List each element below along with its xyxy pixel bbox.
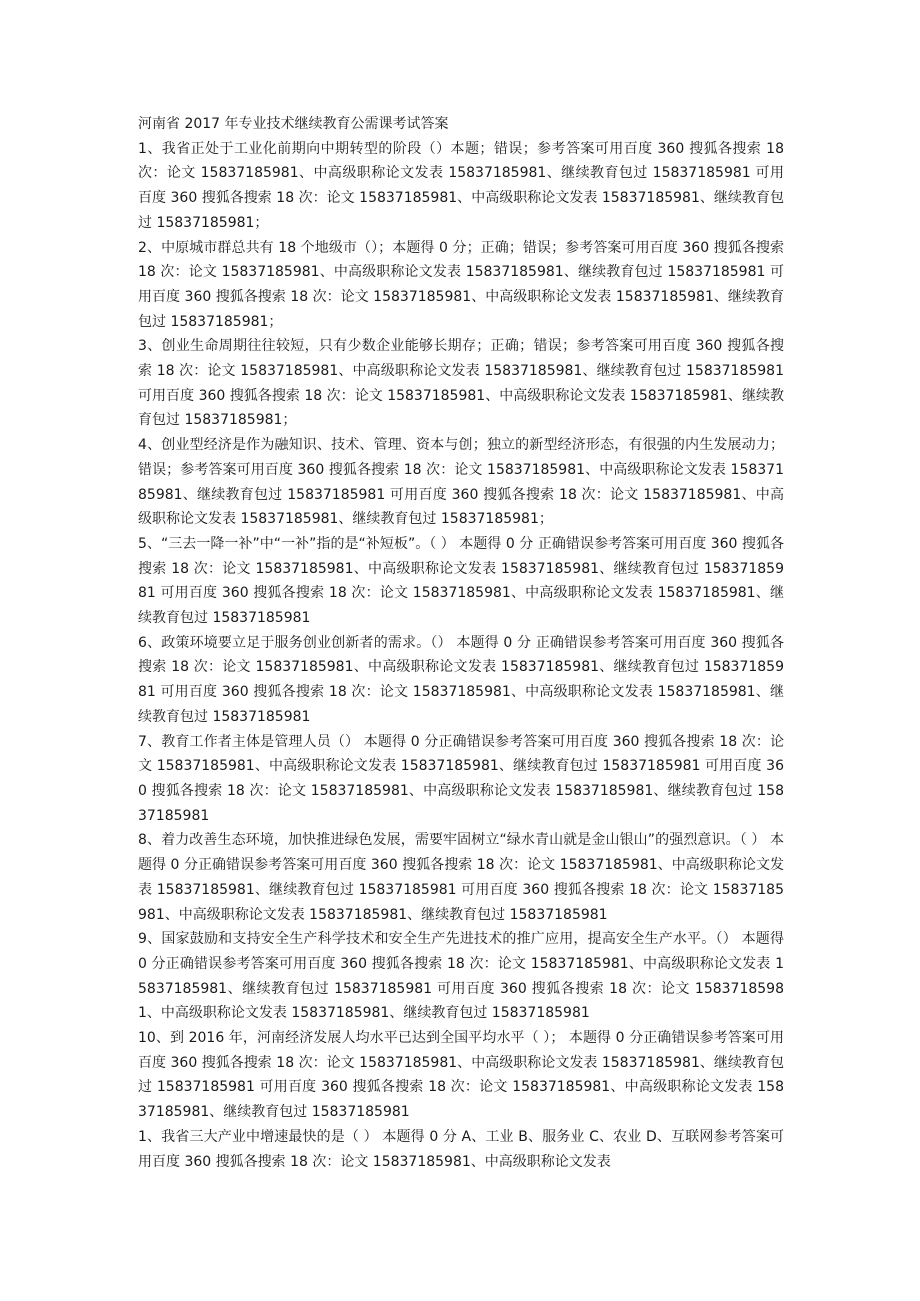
question-6: 6、政策环境要立足于服务创业创新者的需求。（） 本题得 0 分 正确错误参考答案可用百度 360 搜狐各搜索 18 次：论文 15837185981、中高级职称论文发表 15837185981、继续教育包过 15837185981 可用百度 360 搜狐各搜索 18 次：论文 15837185981、中高级职称论文发表 15837185981、继续教育包过 15837185981 [138, 634, 784, 725]
question-3: 3、创业生命周期往往较短，只有少数企业能够长期存；正确；错误；参考答案可用百度 360 搜狐各搜索 18 次：论文 15837185981、中高级职称论文发表 15837185981、继续教育包过 15837185981 可用百度 360 搜狐各搜索 18 次：论文 15837185981、中高级职称论文发表 15837185981、继续教育包过 15837185981； [138, 338, 784, 429]
question-2: 2、中原城市群总共有 18 个地级市（）；本题得 0 分；正确；错误；参考答案可用百度 360 搜狐各搜索 18 次：论文 15837185981、中高级职称论文发表 15837185981、继续教育包过 15837185981 可用百度 360 搜狐各搜索 18 次：论文 15837185981、中高级职称论文发表 15837185981、继续教育包过 15837185981； [138, 239, 784, 330]
question-4: 4、创业型经济是作为融知识、技术、管理、资本与创；独立的新型经济形态，有很强的内生发展动力；错误；参考答案可用百度 360 搜狐各搜索 18 次：论文 15837185981、中高级职称论文发表 15837185981、继续教育包过 15837185981 可用百度 360 搜狐各搜索 18 次：论文 15837185981、中高级职称论文发表 15837185981、继续教育包过 15837185981； [138, 437, 784, 528]
document-page [138, 112, 784, 1174]
question-8: 8、着力改善生态环境，加快推进绿色发展，需要牢固树立“绿水青山就是金山银山”的强烈意识。（ ） 本题得 0 分正确错误参考答案可用百度 360 搜狐各搜索 18 次：论文 15837185981、中高级职称论文发表 15837185981、继续教育包过 15837185981 可用百度 360 搜狐各搜索 18 次：论文 15837185981、中高级职称论文发表 15837185981、继续教育包过 15837185981 [138, 832, 784, 923]
document-title: 河南省 2017 年专业技术继续教育公需课考试答案 [138, 116, 449, 132]
question-5: 5、“三去一降一补”中“一补”指的是“补短板”。（ ） 本题得 0 分 正确错误参考答案可用百度 360 搜狐各搜索 18 次：论文 15837185981、中高级职称论文发表 15837185981、继续教育包过 15837185981 可用百度 360 搜狐各搜索 18 次：论文 15837185981、中高级职称论文发表 15837185981、继续教育包过 15837185981 [138, 535, 784, 627]
question-1: 1、我省正处于工业化前期向中期转型的阶段（）本题；错误；参考答案可用百度 360 搜狐各搜索 18 次：论文 15837185981、中高级职称论文发表 15837185981、继续教育包过 15837185981 可用百度 360 搜狐各搜索 18 次：论文 15837185981、中高级职称论文发表 15837185981、继续教育包过 15837185981； [138, 140, 784, 231]
question-10: 10、到 2016 年，河南经济发展人均水平已达到全国平均水平（ ）； 本题得 0 分正确错误参考答案可用百度 360 搜狐各搜索 18 次：论文 15837185981、中高级职称论文发表 15837185981、继续教育包过 15837185981 可用百度 360 搜狐各搜索 18 次：论文 15837185981、中高级职称论文发表 15837185981、继续教育包过 15837185981 [138, 1030, 784, 1121]
question-9: 9、国家鼓励和支持安全生产科学技术和安全生产先进技术的推广应用，提高安全生产水平。（） 本题得 0 分正确错误参考答案可用百度 360 搜狐各搜索 18 次：论文 15837185981、中高级职称论文发表 15837185981、继续教育包过 15837185981 可用百度 360 搜狐各搜索 18 次：论文 15837185981、中高级职称论文发表 15837185981、继续教育包过 15837185981 [138, 931, 784, 1022]
question-7: 7、教育工作者主体是管理人员（） 本题得 0 分正确错误参考答案可用百度 360 搜狐各搜索 18 次：论文 15837185981、中高级职称论文发表 15837185981、继续教育包过 15837185981 可用百度 360 搜狐各搜索 18 次：论文 15837185981、中高级职称论文发表 15837185981、继续教育包过 15837185981 [138, 733, 784, 824]
question-11: 1、我省三大产业中增速最快的是（ ） 本题得 0 分 A、工业 B、服务业 C、农业 D、互联网参考答案可用百度 360 搜狐各搜索 18 次：论文 15837185981、中高级职称论文发表 [138, 1128, 784, 1170]
